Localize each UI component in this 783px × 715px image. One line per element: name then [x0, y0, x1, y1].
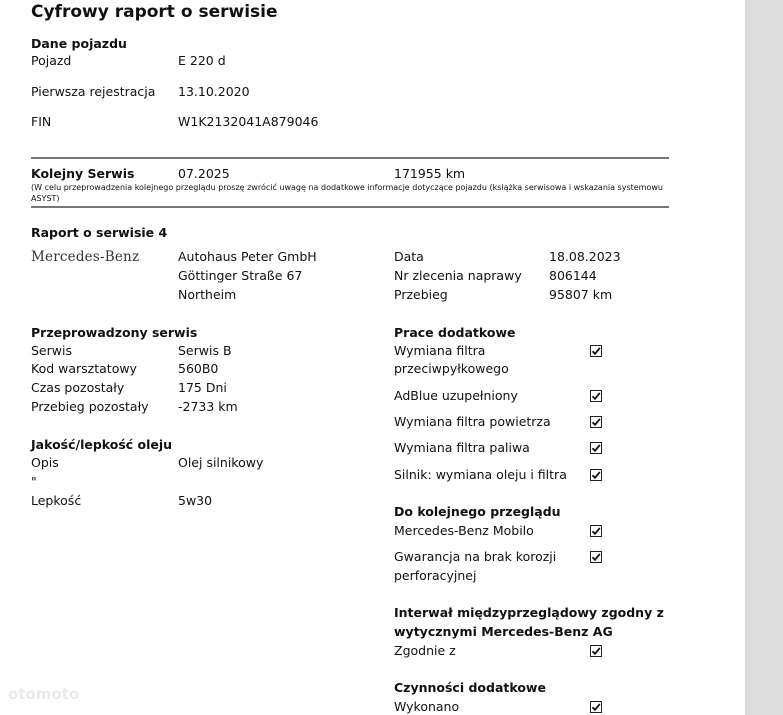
mileage-remaining-value: -2733 km [178, 399, 238, 414]
fin-label: FIN [31, 114, 52, 129]
additional-work-item-label: przeciwpyłkowego [394, 361, 509, 376]
additional-work-item-label: Silnik: wymiana oleju i filtra [394, 467, 567, 482]
vehicle-value: E 220 d [178, 53, 226, 68]
fin-value: W1K2132041A879046 [178, 114, 319, 129]
viscosity-value: 5w30 [178, 493, 213, 508]
workshop-code-label: Kod warsztatowy [31, 361, 137, 376]
report-heading: Raport o serwisie 4 [31, 225, 168, 240]
dealer-street: Göttinger Straße 67 [178, 268, 303, 283]
service-label: Serwis [31, 343, 72, 358]
checkbox[interactable] [590, 442, 602, 454]
checkmark-icon [591, 470, 601, 480]
checkmark-icon [591, 702, 601, 712]
next-service-date: 07.2025 [178, 166, 230, 181]
checkmark-icon [591, 417, 601, 427]
divider [31, 157, 669, 159]
service-value: Serwis B [178, 343, 232, 358]
checkmark-icon [591, 346, 601, 356]
next-service-note: (W celu przeprowadzenia kolejnego przeglądu proszę zwrócić uwagę na dodatkowe informacje dotyczące pojazdu (książka serwisowa i wskazania systemowu ASYST) [31, 183, 663, 203]
next-inspection-item-label: Mercedes-Benz Mobilo [394, 523, 534, 538]
checkbox[interactable] [590, 390, 602, 402]
service-heading: Przeprowadzony serwis [31, 325, 198, 340]
first-registration-value: 13.10.2020 [178, 84, 250, 99]
additional-work-item-label: Wymiana filtra powietrza [394, 414, 551, 429]
dealer-name: Autohaus Peter GmbH [178, 249, 317, 264]
next-inspection-item-label: perforacyjnej [394, 568, 477, 583]
checkbox[interactable] [590, 345, 602, 357]
date-label: Data [394, 249, 424, 264]
next-inspection-item-label: Gwarancja na brak korozji [394, 549, 557, 564]
checkmark-icon [591, 391, 601, 401]
interval-item-label: Zgodnie z [394, 643, 456, 658]
next-inspection-heading: Do kolejnego przeglądu [394, 504, 561, 519]
checkbox[interactable] [590, 469, 602, 481]
checkmark-icon [591, 552, 601, 562]
checkmark-icon [591, 646, 601, 656]
checkmark-icon [591, 443, 601, 453]
interval-heading: Interwał międzyprzeglądowy zgodny z [394, 605, 664, 620]
first-registration-label: Pierwsza rejestracja [31, 84, 156, 99]
next-service-label: Kolejny Serwis [31, 166, 135, 181]
watermark: otomoto [8, 685, 80, 703]
extra-tasks-heading: Czynności dodatkowe [394, 680, 546, 695]
workshop-code-value: 560B0 [178, 361, 219, 376]
additional-work-item-label: AdBlue uzupełniony [394, 388, 518, 403]
viscosity-label: Lepkość [31, 493, 82, 508]
checkbox[interactable] [590, 525, 602, 537]
oil-desc-label: Opis [31, 455, 59, 470]
additional-work-heading: Prace dodatkowe [394, 325, 516, 340]
side-panel [745, 0, 783, 715]
time-remaining-label: Czas pozostały [31, 380, 125, 395]
oil-quote: " [31, 474, 37, 489]
divider [31, 206, 669, 208]
checkbox[interactable] [590, 645, 602, 657]
oil-desc-value: Olej silnikowy [178, 455, 264, 470]
date-value: 18.08.2023 [549, 249, 621, 264]
extra-tasks-item-label: Wykonano [394, 699, 460, 714]
brand-logo: Mercedes-Benz [31, 249, 140, 265]
mileage-label: Przebieg [394, 287, 448, 302]
additional-work-item-label: Wymiana filtra paliwa [394, 440, 530, 455]
order-number-label: Nr zlecenia naprawy [394, 268, 522, 283]
checkbox[interactable] [590, 551, 602, 563]
time-remaining-value: 175 Dni [178, 380, 227, 395]
vehicle-label: Pojazd [31, 53, 72, 68]
order-number-value: 806144 [549, 268, 597, 283]
checkbox[interactable] [590, 701, 602, 713]
checkbox[interactable] [590, 416, 602, 428]
page-title: Cyfrowy raport o serwisie [31, 2, 278, 22]
dealer-city: Northeim [178, 287, 237, 302]
interval-heading: wytycznymi Mercedes-Benz AG [394, 624, 613, 639]
mileage-remaining-label: Przebieg pozostały [31, 399, 149, 414]
checkmark-icon [591, 526, 601, 536]
mileage-value: 95807 km [549, 287, 613, 302]
oil-heading: Jakość/lepkość oleju [31, 437, 173, 452]
vehicle-heading: Dane pojazdu [31, 36, 127, 51]
additional-work-item-label: Wymiana filtra [394, 343, 486, 358]
next-service-km: 171955 km [394, 166, 466, 181]
